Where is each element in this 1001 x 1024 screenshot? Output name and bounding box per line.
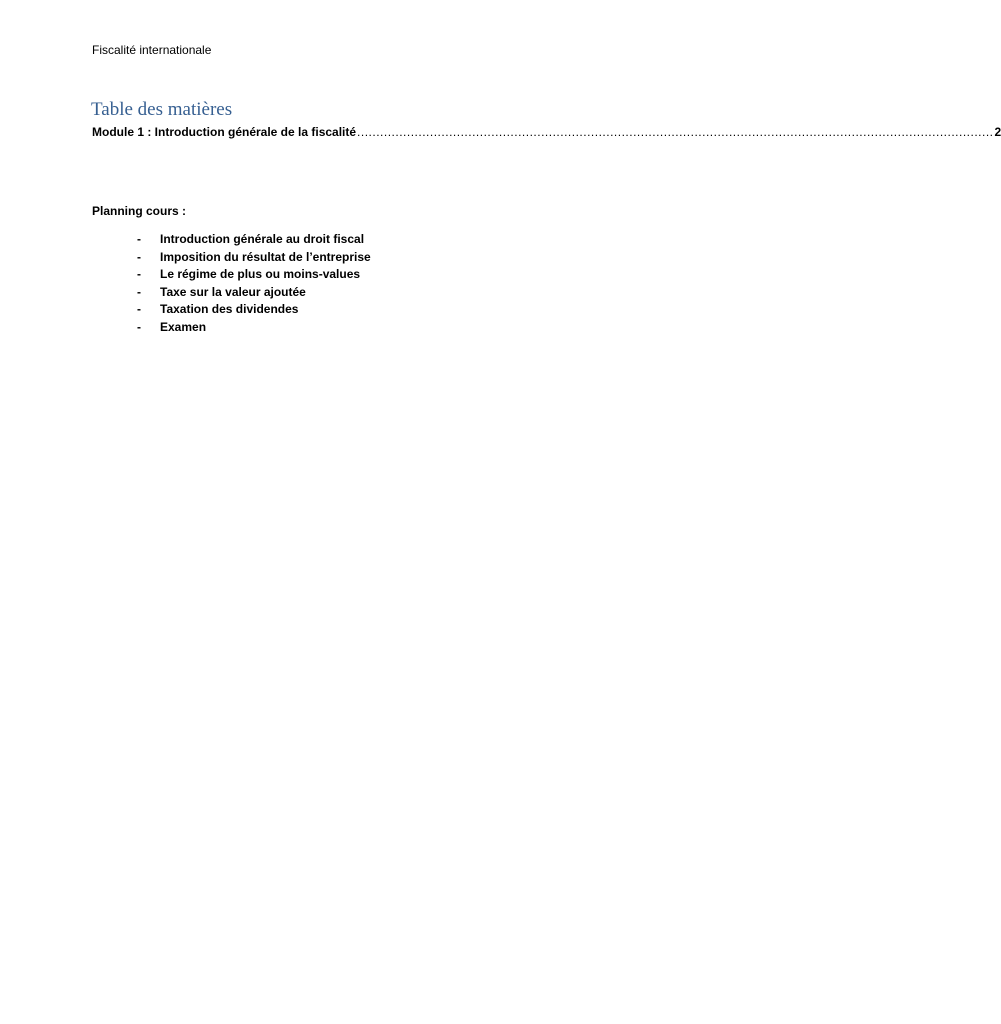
list-bullet: - [137,267,141,281]
list-bullet: - [137,249,141,264]
list-bullet: - [137,232,141,246]
list-item-text: Taxation des dividendes [160,302,299,316]
list-item-text: Imposition du résultat de l’entreprise [160,249,371,264]
list-item-text: Taxe sur la valeur ajoutée [160,284,306,299]
list-item-text: Examen [160,319,207,334]
page-header: Fiscalité internationale [92,43,212,57]
list-bullet: - [137,284,141,299]
toc-leader-dots: ...................................................................................................................................................................... [357,125,994,139]
planning-label: Planning cours : [92,204,187,218]
toc-entry-page-number: 2 [994,125,1001,139]
list-item-text: Introduction générale au droit fiscal [160,232,365,246]
toc-entry-title: Module 1 : Introduction générale de la fiscalité [92,125,357,139]
list-bullet: - [137,302,141,316]
list-bullet: - [137,319,141,334]
toc-heading: Table des matières [91,99,233,120]
list-item-text: Le régime de plus ou moins-values [160,267,361,281]
toc-entry-link[interactable] [92,125,1001,139]
